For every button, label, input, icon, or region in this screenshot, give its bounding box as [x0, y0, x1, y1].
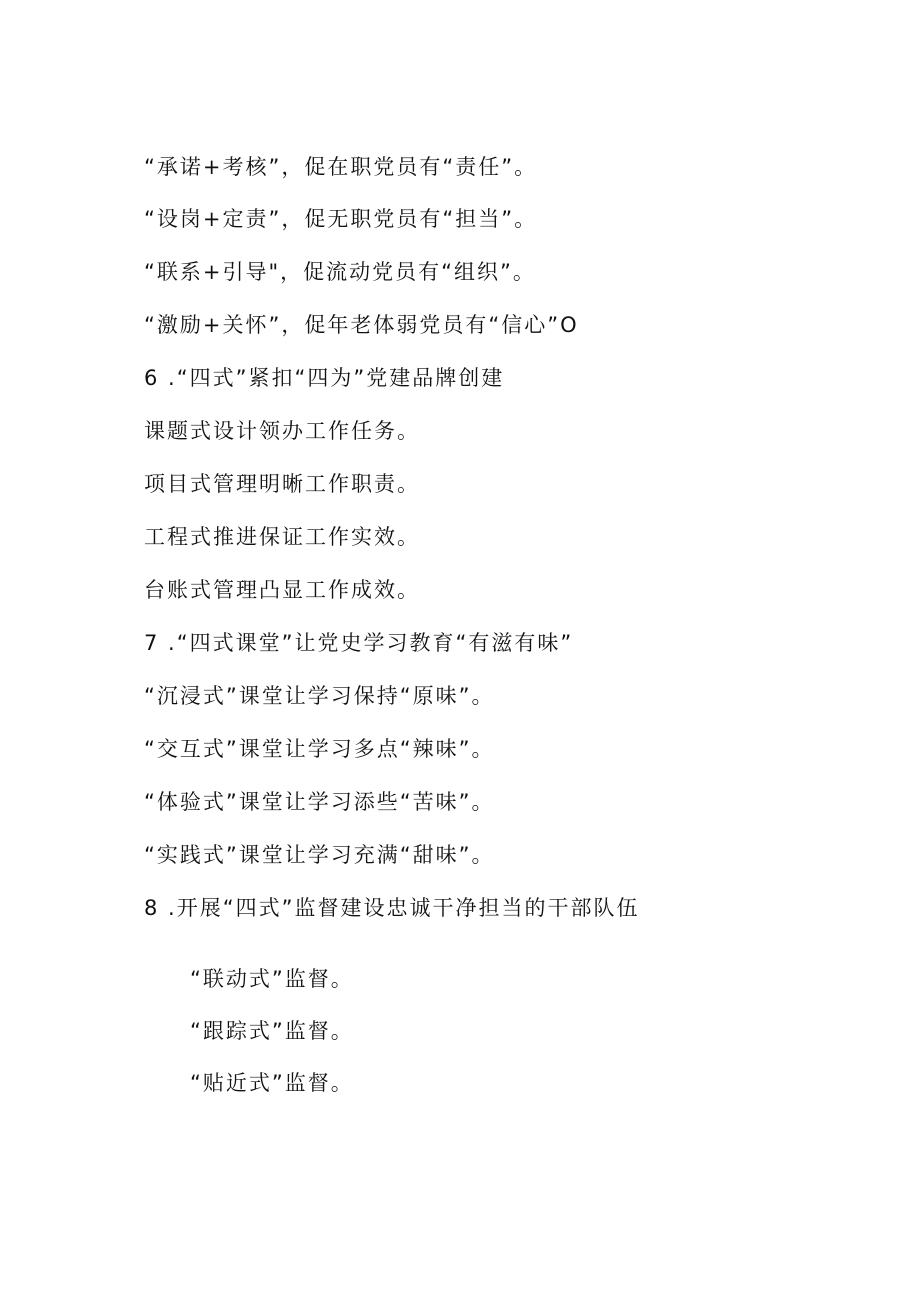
text-line: “联动式”监督。 [190, 967, 354, 991]
text-line: “体验式”课堂让学习添些“苦味”。 [144, 790, 495, 814]
text-line: “贴近式”监督。 [190, 1071, 354, 1095]
text-line: “沉浸式”课堂让学习保持“原味”。 [144, 684, 495, 708]
text-line: “实践式”课堂让学习充满“甜味”。 [144, 843, 495, 867]
text-line: “交互式”课堂让学习多点“辣味”。 [144, 737, 495, 761]
section-heading: 8 .开展“四式”监督建设忠诚干净担当的干部队伍 [144, 896, 640, 920]
text-line: 项目式管理明晰工作职责。 [144, 472, 420, 496]
text-line: 课题式设计领办工作任务。 [144, 419, 420, 443]
text-line: “设岗+定责”，促无职党员有“担当”。 [144, 207, 538, 231]
text-line: “联系+引导"，促流动党员有“组织”。 [144, 260, 536, 284]
text-line: “承诺+考核”，促在职党员有“责任”。 [144, 155, 538, 179]
section-heading: 6 .“四式”紧扣“四为”党建品牌创建 [144, 366, 505, 390]
text-line: 台账式管理凸显工作成效。 [144, 578, 420, 602]
text-line: “激励+关怀”，促年老体弱党员有“信心”O [144, 313, 579, 337]
text-line: “跟踪式”监督。 [190, 1019, 354, 1043]
text-line: 工程式推进保证工作实效。 [144, 525, 420, 549]
section-heading: 7 .“四式课堂”让党史学习教育“有滋有味” [144, 631, 574, 655]
